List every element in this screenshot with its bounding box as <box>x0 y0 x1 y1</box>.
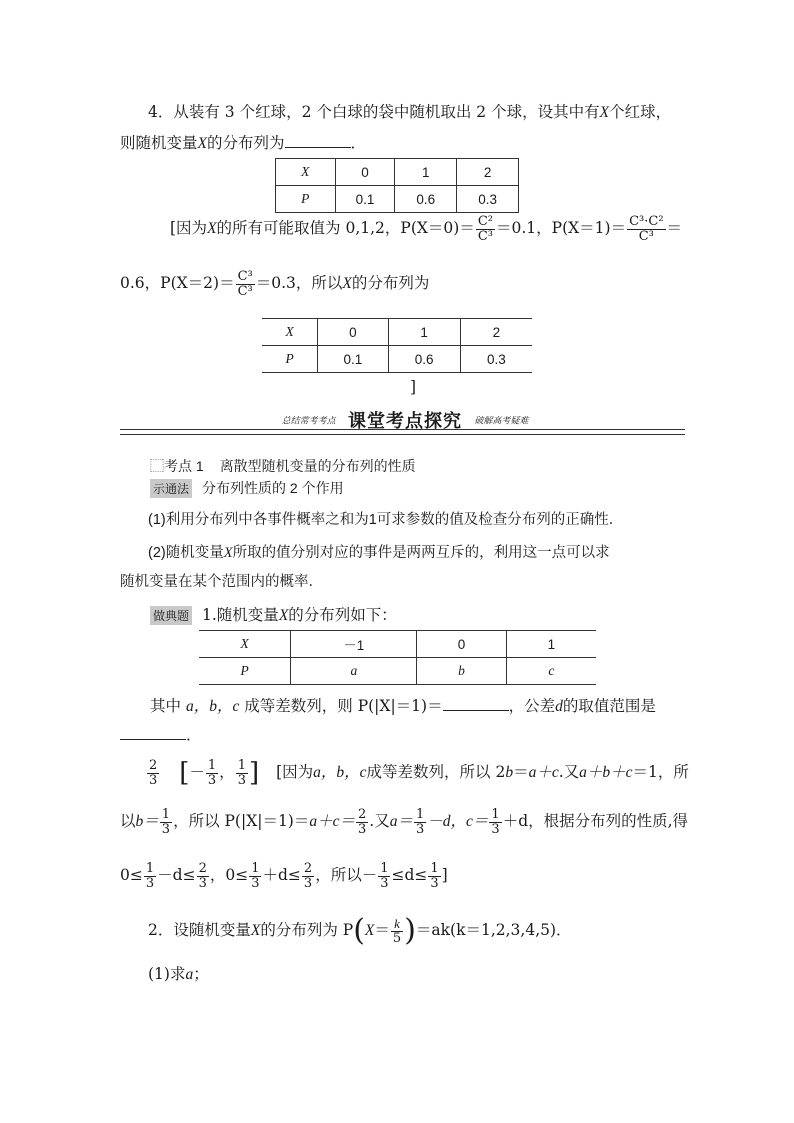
table-row <box>276 159 519 186</box>
paren-right: ) <box>404 913 416 948</box>
sol-text: 成等差数列，所以 2 <box>366 763 506 781</box>
table-row <box>262 319 532 346</box>
var-x: X <box>250 922 261 939</box>
frac-num: 2 <box>198 861 207 876</box>
table-cell: 0 <box>318 319 388 346</box>
sol-expr: c＝ <box>466 813 489 831</box>
table-cell: P <box>262 346 318 373</box>
sol-text: P(X＝0)＝ <box>400 219 475 238</box>
paren-left: ( <box>353 913 365 948</box>
frac-den: 3 <box>358 821 367 837</box>
bracket-right: ] <box>248 758 260 788</box>
frac-den: 3 <box>145 875 155 891</box>
close-bracket: ] <box>410 378 417 396</box>
fraction <box>414 808 426 836</box>
kp1-heading <box>150 456 416 476</box>
table-cell: X <box>276 159 336 186</box>
sol-text: ＝ <box>666 219 683 238</box>
frac-den: 3 <box>415 821 425 837</box>
table-cell: 2 <box>460 319 532 346</box>
table-cell: 0 <box>335 159 395 186</box>
sol-text: ＝ <box>513 763 529 781</box>
answer-blank <box>443 696 509 711</box>
question-number: 4． <box>148 103 174 121</box>
table-cell: 0 <box>417 631 506 658</box>
frac-den: 3 <box>237 772 246 788</box>
answer-fraction <box>147 759 159 787</box>
banner-right: 破解高考疑难 <box>474 415 529 426</box>
table-cell: 1 <box>395 159 457 186</box>
sol-text: P(X＝1)＝ <box>551 219 627 238</box>
var-x: X <box>278 607 289 624</box>
frac-den: 3 <box>198 875 207 891</box>
sub-text: ； <box>193 965 209 983</box>
q4-solution-line2 <box>120 270 429 298</box>
sol-expr: a＝ <box>389 813 413 831</box>
banner-divider <box>120 429 685 435</box>
table-cell: 0.3 <box>460 346 532 373</box>
fraction <box>160 808 172 836</box>
sol-text: ＝0.3，所以 <box>255 274 343 293</box>
sol-text: ] <box>441 866 448 885</box>
item-text: 所取的值分别对应的事件是两两互斥的，利用这一点可以求 <box>232 545 610 561</box>
table-cell: 2 <box>457 159 519 186</box>
frac-num: 1 <box>380 861 389 876</box>
q4-line1 <box>148 100 671 122</box>
frac-den: 3 <box>161 821 171 837</box>
sol-expr: a＋b＋c <box>579 764 633 781</box>
banner-title: 课堂考点探究 <box>348 411 462 431</box>
table-cell: －1 <box>291 631 417 658</box>
var-x: X <box>207 220 217 238</box>
frac-num: 1 <box>251 861 260 876</box>
frac-num: 1 <box>491 807 500 822</box>
sol-text: 的所有可能取值为 0,1,2， <box>216 219 401 238</box>
table-row <box>199 631 596 658</box>
sol-text: ＝0.1， <box>496 219 552 238</box>
frac-den: C³ <box>477 228 493 244</box>
method-tag: 示通法 <box>150 479 192 498</box>
sol-text: ＋d，根据分布列的性质,得 <box>502 812 689 831</box>
var-a: a <box>185 966 194 983</box>
sol-text: .又 <box>369 812 390 831</box>
sol-text: 0≤ <box>120 866 143 885</box>
frac-num: C³ <box>237 269 253 284</box>
q4-solution-line1 <box>170 215 682 243</box>
ex2-stem: 2．设随机变量X的分布列为 P(X＝ $\frac{k}{5}$ )＝ak(k＝1,2,3,4,5)． <box>148 913 572 948</box>
ex1-stem <box>150 603 397 625</box>
sol-text: ，所以 P(|X|＝1)＝ <box>173 812 310 831</box>
ex1-question <box>150 694 656 716</box>
table-cell: 1 <box>506 631 596 658</box>
fraction <box>236 759 248 787</box>
q-text: 其中 <box>150 697 182 715</box>
item-text: (2)随机变量 <box>148 545 224 561</box>
table-cell: X <box>199 631 291 658</box>
kp1-prefix: ⬚考点 1 <box>150 458 204 474</box>
sol-text: 0.6， <box>120 274 161 293</box>
sub-text: (1)求 <box>148 965 186 983</box>
ex1-question-cont <box>120 723 202 745</box>
table-row <box>276 186 519 213</box>
frac-num: 1 <box>430 861 439 876</box>
frac-num: C² <box>477 214 493 229</box>
table-cell: a <box>291 658 417 685</box>
frac-num: 1 <box>237 757 246 773</box>
sol-text: ，所以－ <box>315 866 378 885</box>
frac-den: 3 <box>303 875 313 891</box>
frac-num: 1 <box>161 807 171 822</box>
fraction <box>489 808 501 836</box>
table-cell: 0.1 <box>335 186 395 213</box>
frac-num: 1 <box>415 807 425 822</box>
sol-text: ，0≤ <box>209 866 249 885</box>
var-x: X <box>223 545 233 561</box>
method-item-2 <box>148 541 610 562</box>
fraction <box>197 862 209 890</box>
var-d: d <box>555 698 563 715</box>
q4-line2 <box>120 131 366 153</box>
var-b: b <box>505 764 514 781</box>
sol-text: 以 <box>120 812 136 831</box>
sol-text: ≤d≤ <box>391 866 428 885</box>
q-text: ，公差 <box>508 697 556 715</box>
sol-text: [因为 <box>170 219 208 238</box>
distribution-table-ex1 <box>199 630 596 685</box>
period: ． <box>350 134 367 152</box>
ex2-sub1 <box>148 962 209 984</box>
stem-text: 的分布列为 P <box>260 921 354 939</box>
frac-den: C³ <box>237 283 253 299</box>
frac-num: 1 <box>145 861 155 876</box>
frac-num: C³·C² <box>629 214 664 229</box>
q4-text: 从装有 3 个红球，2 个白球的袋中随机取出 2 个球，设其中有 <box>173 103 600 121</box>
stem-text: 1.随机变量 <box>202 606 279 624</box>
period: ． <box>186 726 202 744</box>
stem-text: ＝ak(k＝1,2,3,4,5)． <box>415 921 572 939</box>
sol-text: P(X＝2)＝ <box>160 274 235 293</box>
fraction <box>391 917 403 945</box>
table-cell: 0.3 <box>457 186 519 213</box>
kp1-title: 离散型随机变量的分布列的性质 <box>219 458 416 474</box>
fraction <box>356 808 368 836</box>
example-tag: 做典题 <box>150 606 192 625</box>
q-text: 的取值范围是 <box>562 697 656 715</box>
var-x: X <box>364 922 375 939</box>
fraction <box>249 862 261 890</box>
table-cell: b <box>417 658 506 685</box>
q4-text: 则随机变量 <box>120 134 198 152</box>
fraction <box>428 862 440 890</box>
sol-text: 的分布列为 <box>351 274 430 293</box>
ex1-solution-line1 <box>146 758 689 788</box>
frac-den: 5 <box>392 930 402 946</box>
fraction <box>378 862 390 890</box>
sol-text: [因为 <box>276 763 314 781</box>
sol-expr: －d， <box>427 813 467 831</box>
q4-text: 个红球， <box>609 103 672 121</box>
fraction <box>476 215 495 243</box>
frac-den: 3 <box>491 821 500 837</box>
q4-text: 的分布列为 <box>206 134 285 152</box>
frac-den: 3 <box>149 772 158 788</box>
stem-text: 2．设随机变量 <box>148 921 251 939</box>
table-cell: 0.6 <box>395 186 457 213</box>
fraction <box>236 270 255 298</box>
sol-text: －d≤ <box>157 866 196 885</box>
frac-den: 3 <box>430 875 439 891</box>
fraction <box>144 862 156 890</box>
table-cell: c <box>506 658 596 685</box>
table-cell: 0.1 <box>318 346 388 373</box>
distribution-table-q4 <box>275 158 519 213</box>
sol-expr: b＝ <box>135 813 159 831</box>
frac-num: 1 <box>207 757 217 773</box>
frac-den: C³ <box>638 228 654 244</box>
banner-left: 总结常考考点 <box>281 415 336 426</box>
method-item-2-cont: 随机变量在某个范围内的概率． <box>120 574 323 590</box>
table-cell: P <box>199 658 291 685</box>
method-title: 分布列性质的 2 个作用 <box>202 480 344 496</box>
var-x: X <box>599 104 610 121</box>
sol-text: ＋d≤ <box>262 866 301 885</box>
ex1-solution-line2 <box>120 808 688 836</box>
frac-den: 3 <box>207 772 217 788</box>
frac-num: 2 <box>303 861 313 876</box>
frac-den: 3 <box>380 875 389 891</box>
table-cell: P <box>276 186 336 213</box>
q-text: 成等差数列，则 P(|X|＝1)＝ <box>244 697 443 715</box>
sol-expr: a＋c＝ <box>309 813 355 831</box>
method-item-1: (1)利用分布列中各事件概率之和为1可求参数的值及检查分布列的正确性． <box>148 512 624 528</box>
table-cell: 1 <box>388 319 460 346</box>
answer-blank <box>120 725 186 740</box>
frac-den: 3 <box>251 875 260 891</box>
method-heading <box>150 478 344 498</box>
q-vars: a，b，c <box>185 698 240 715</box>
table-cell: X <box>262 319 318 346</box>
comma: ， <box>219 763 235 781</box>
frac-num: 2 <box>149 757 158 773</box>
ex1-solution-line3 <box>120 862 448 890</box>
var-x: X <box>197 135 207 152</box>
table-row <box>199 658 596 685</box>
sol-expr: a＋c <box>528 764 559 781</box>
table-cell: 0.6 <box>388 346 460 373</box>
sol-text: ＝1，所 <box>632 763 689 781</box>
bracket-left: [ <box>179 758 190 788</box>
minus-sign: － <box>189 763 205 781</box>
stem-text: 的分布列如下： <box>288 606 397 624</box>
frac-num: k <box>391 917 403 932</box>
table-row <box>262 346 532 373</box>
answer-blank <box>285 133 351 148</box>
frac-num: 2 <box>358 807 367 822</box>
fraction <box>627 215 665 243</box>
fraction <box>302 862 314 890</box>
fraction <box>206 759 218 787</box>
var-x: X <box>342 275 352 293</box>
q-vars: a，b，c <box>313 764 367 781</box>
distribution-table-q4-solution <box>262 318 532 373</box>
sol-text: .又 <box>558 763 580 781</box>
